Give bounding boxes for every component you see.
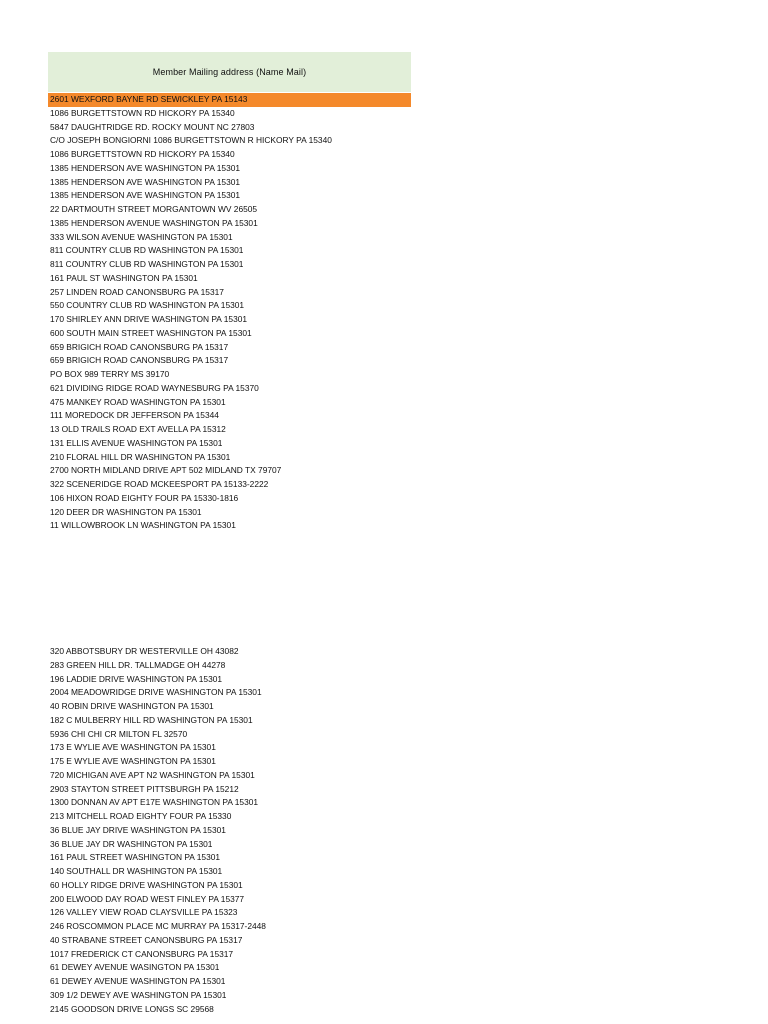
address-cell[interactable]: 1385 HENDERSON AVENUE WASHINGTON PA 15301 — [50, 217, 258, 228]
address-cell[interactable]: 2601 WEXFORD BAYNE RD SEWICKLEY PA 15143 — [48, 93, 411, 107]
address-cell[interactable]: 213 MITCHELL ROAD EIGHTY FOUR PA 15330 — [50, 811, 232, 821]
address-cell[interactable]: 140 SOUTHALL DR WASHINGTON PA 15301 — [50, 866, 223, 876]
address-cell[interactable]: 811 COUNTRY CLUB RD WASHINGTON PA 15301 — [50, 259, 244, 269]
address-cell[interactable]: 1385 HENDERSON AVE WASHINGTON PA 15301 — [50, 190, 241, 201]
address-cell[interactable]: 175 E WYLIE AVE WASHINGTON PA 15301 — [50, 756, 216, 766]
address-cell[interactable]: 120 DEER DR WASHINGTON PA 15301 — [50, 506, 202, 517]
address-cell[interactable]: 1017 FREDERICK CT CANONSBURG PA 15317 — [50, 948, 234, 959]
address-cell[interactable]: 659 BRIGICH ROAD CANONSBURG PA 15317 — [50, 355, 229, 366]
address-cell[interactable]: 173 E WYLIE AVE WASHINGTON PA 15301 — [50, 742, 216, 753]
address-cell[interactable]: 170 SHIRLEY ANN DRIVE WASHINGTON PA 15301 — [50, 314, 248, 324]
address-cell[interactable]: 161 PAUL ST WASHINGTON PA 15301 — [50, 272, 198, 283]
column-header-mailing-address[interactable] — [48, 52, 411, 92]
address-cell[interactable]: 126 VALLEY VIEW ROAD CLAYSVILLE PA 15323 — [50, 907, 238, 918]
address-cell[interactable]: 550 COUNTRY CLUB RD WASHINGTON PA 15301 — [50, 300, 245, 311]
address-cell[interactable]: 1385 HENDERSON AVE WASHINGTON PA 15301 — [50, 162, 241, 173]
address-cell[interactable]: 322 SCENERIDGE ROAD MCKEESPORT PA 15133-2222 — [50, 479, 269, 489]
address-cell[interactable]: 196 LADDIE DRIVE WASHINGTON PA 15301 — [50, 673, 223, 684]
address-cell[interactable]: 111 MOREDOCK DR JEFFERSON PA 15344 — [50, 410, 219, 421]
address-cell[interactable]: 13 OLD TRAILS ROAD EXT AVELLA PA 15312 — [50, 424, 226, 434]
address-cell[interactable]: 11 WILLOWBROOK LN WASHINGTON PA 15301 — [50, 520, 236, 531]
address-cell[interactable]: 720 MICHIGAN AVE APT N2 WASHINGTON PA 15301 — [50, 769, 255, 780]
address-cell[interactable]: 61 DEWEY AVENUE WASINGTON PA 15301 — [50, 962, 220, 973]
address-cell[interactable]: 2903 STAYTON STREET PITTSBURGH PA 15212 — [50, 783, 239, 794]
address-cell[interactable]: 811 COUNTRY CLUB RD WASHINGTON PA 15301 — [50, 245, 244, 256]
address-cell[interactable]: 246 ROSCOMMON PLACE MC MURRAY PA 15317-2448 — [50, 921, 266, 931]
address-cell[interactable]: 60 HOLLY RIDGE DRIVE WASHINGTON PA 15301 — [50, 879, 243, 890]
address-cell[interactable]: 36 BLUE JAY DR WASHINGTON PA 15301 — [50, 838, 213, 849]
address-cell[interactable]: 2700 NORTH MIDLAND DRIVE APT 502 MIDLAND TX 79707 — [50, 465, 282, 476]
address-cell[interactable]: 2004 MEADOWRIDGE DRIVE WASHINGTON PA 15301 — [50, 687, 262, 698]
address-cell[interactable]: 40 STRABANE STREET CANONSBURG PA 15317 — [50, 934, 243, 945]
address-cell[interactable]: C/O JOSEPH BONGIORNI 1086 BURGETTSTOWN R HICKORY PA 15340 — [50, 135, 332, 146]
address-list-group-a — [48, 93, 411, 533]
address-cell[interactable]: 320 ABBOTSBURY DR WESTERVILLE OH 43082 — [50, 646, 239, 656]
address-cell[interactable]: 2145 GOODSON DRIVE LONGS SC 29568 — [50, 1003, 214, 1014]
address-cell[interactable]: 1086 BURGETTSTOWN RD HICKORY PA 15340 — [50, 107, 235, 118]
address-cell[interactable]: 283 GREEN HILL DR. TALLMADGE OH 44278 — [50, 659, 226, 670]
column-header-label: Member Mailing address (Name Mail) — [152, 67, 307, 77]
address-cell[interactable]: 1385 HENDERSON AVE WASHINGTON PA 15301 — [50, 176, 241, 187]
address-cell[interactable]: 22 DARTMOUTH STREET MORGANTOWN WV 26505 — [50, 204, 258, 214]
address-cell[interactable]: 182 C MULBERRY HILL RD WASHINGTON PA 15301 — [50, 714, 253, 725]
address-cell[interactable]: 161 PAUL STREET WASHINGTON PA 15301 — [50, 852, 221, 863]
address-cell[interactable]: 131 ELLIS AVENUE WASHINGTON PA 15301 — [50, 437, 223, 448]
address-cell[interactable]: 1086 BURGETTSTOWN RD HICKORY PA 15340 — [50, 149, 235, 159]
address-cell[interactable]: PO BOX 989 TERRY MS 39170 — [50, 369, 170, 379]
address-cell[interactable]: 210 FLORAL HILL DR WASHINGTON PA 15301 — [50, 451, 231, 462]
address-cell[interactable]: 40 ROBIN DRIVE WASHINGTON PA 15301 — [50, 701, 214, 711]
address-cell[interactable]: 5847 DAUGHTRIDGE RD. ROCKY MOUNT NC 27803 — [50, 121, 255, 132]
address-cell[interactable]: 475 MANKEY ROAD WASHINGTON PA 15301 — [50, 396, 226, 407]
address-cell[interactable]: 333 WILSON AVENUE WASHINGTON PA 15301 — [50, 231, 233, 242]
address-cell[interactable]: 106 HIXON ROAD EIGHTY FOUR PA 15330-1816 — [50, 492, 239, 503]
address-cell[interactable]: 309 1/2 DEWEY AVE WASHINGTON PA 15301 — [50, 989, 227, 1000]
address-list-group-b — [48, 645, 411, 1016]
address-cell[interactable]: 1300 DONNAN AV APT E17E WASHINGTON PA 15301 — [50, 797, 259, 808]
address-cell[interactable]: 200 ELWOOD DAY ROAD WEST FINLEY PA 15377 — [50, 893, 245, 904]
address-cell[interactable]: 61 DEWEY AVENUE WASHINGTON PA 15301 — [50, 976, 226, 986]
address-cell[interactable]: 257 LINDEN ROAD CANONSBURG PA 15317 — [50, 286, 224, 297]
address-cell[interactable]: 659 BRIGICH ROAD CANONSBURG PA 15317 — [50, 341, 229, 352]
address-cell[interactable]: 5936 CHI CHI CR MILTON FL 32570 — [50, 728, 188, 739]
address-cell[interactable]: 600 SOUTH MAIN STREET WASHINGTON PA 15301 — [50, 327, 252, 338]
address-cell[interactable]: 36 BLUE JAY DRIVE WASHINGTON PA 15301 — [50, 824, 226, 835]
address-cell[interactable]: 621 DIVIDING RIDGE ROAD WAYNESBURG PA 15370 — [50, 382, 259, 393]
